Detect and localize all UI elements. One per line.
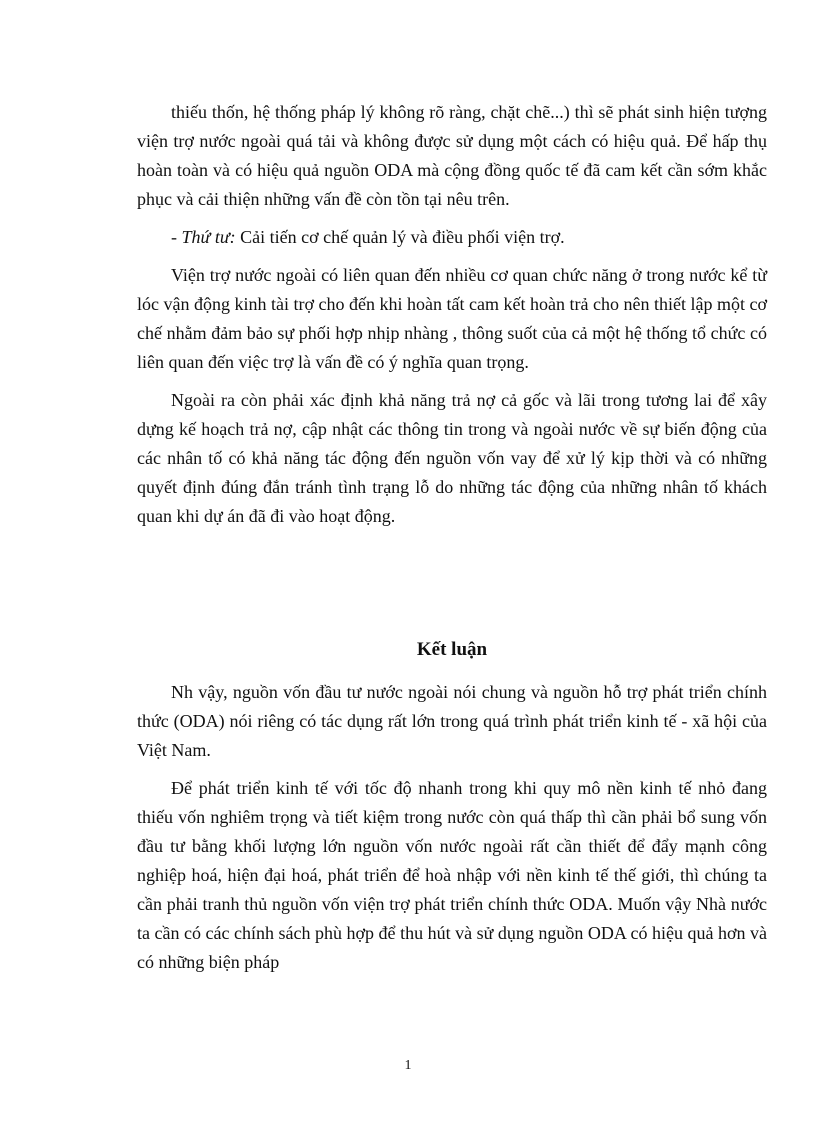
- page-number: 1: [404, 1058, 412, 1073]
- paragraph-coordination: Viện trợ nước ngoài có liên quan đến nhiều cơ quan chức năng ở trong nước kể từ lóc vận động kinh tài trợ cho đến khi hoàn tất cam kết hoàn trả cho nên thiết lập một cơ chế nhằm đảm bảo sự phối hợp nhịp nhàng , thông suốt của cả một hệ thống tổ chức có liên quan đến việc trợ là vấn đề có ý nghĩa quan trọng.: [137, 265, 767, 372]
- document-body: [137, 98, 767, 977]
- point-four-prefix: -: [171, 227, 182, 247]
- paragraph-debt-planning: Ngoài ra còn phải xác định khả năng trả nợ cả gốc và lãi trong tương lai để xây dựng kế hoạch trả nợ, cập nhật các thông tin trong và ngoài nước về sự biến động của các nhân tố có khả năng tác động đến nguồn vốn vay để xử lý kịp thời và có những quyết định đúng đắn tránh tình trạng lỗ do những tác động của những nhân tố khách quan khi dự án đã đi vào hoạt động.: [137, 390, 767, 526]
- conclusion-paragraph-2: Để phát triển kinh tế với tốc độ nhanh trong khi quy mô nền kinh tế nhỏ đang thiếu vốn nghiêm trọng và tiết kiệm trong nước còn quá thấp thì cần phải bổ sung vốn đầu tư bằng khối lượng lớn nguồn vốn nước ngoài rất cần thiết để đẩy mạnh công nghiệp hoá, hiện đại hoá, phát triển để hoà nhập với nền kinh tế thế giới, thì chúng ta cần phải tranh thủ nguồn vốn viện trợ phát triển chính thức ODA. Muốn vậy Nhà nước ta cần có các chính sách phù hợp để thu hút và sử dụng nguồn ODA có hiệu quả hơn và có những biện pháp: [137, 778, 767, 972]
- point-four-label: Thứ tư:: [181, 227, 236, 247]
- paragraph-continuation: thiếu thốn, hệ thống pháp lý không rõ ràng, chặt chẽ...) thì sẽ phát sinh hiện tượng viện trợ nước ngoài quá tải và không được sử dụng một cách có hiệu quả. Để hấp thụ hoàn toàn và có hiệu quả nguồn ODA mà cộng đồng quốc tế đã cam kết cần sớm khắc phục và cải thiện những vấn đề còn tồn tại nêu trên.: [137, 102, 767, 209]
- conclusion-heading: Kết luận: [416, 639, 488, 660]
- conclusion-paragraph-1: Nh vậy, nguồn vốn đầu tư nước ngoài nói chung và nguồn hỗ trợ phát triển chính thức (ODA) nói riêng có tác dụng rất lớn trong quá trình phát triển kinh tế - xã hội của Việt Nam.: [137, 682, 767, 760]
- point-four-text: Cải tiến cơ chế quản lý và điều phối viện trợ.: [235, 227, 565, 247]
- paragraph-point-four: [137, 223, 767, 252]
